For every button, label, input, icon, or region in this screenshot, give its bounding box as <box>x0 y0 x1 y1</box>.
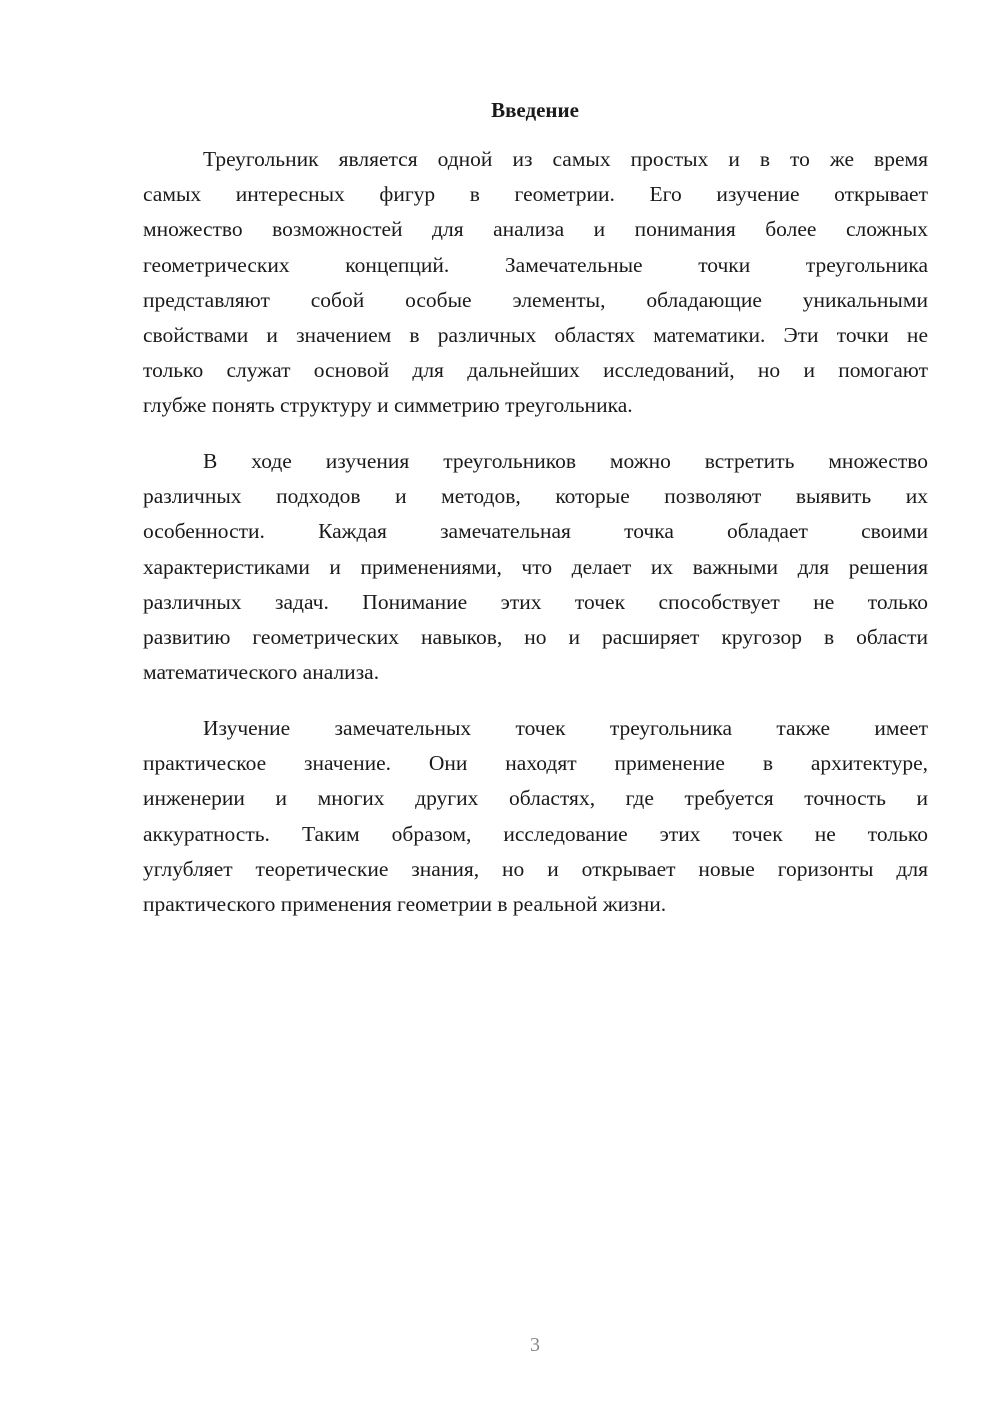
text-line: Треугольник является одной из самых простых и в то же время <box>203 147 928 171</box>
text-line: практическое значение. Они находят применение в архитектуре, <box>143 751 928 776</box>
text-line: различных задач. Понимание этих точек способствует не только <box>143 589 928 614</box>
text-line: представляют собой особые элементы, обладающие уникальными <box>143 287 928 312</box>
text-line: В ходе изучения треугольников можно встретить множество <box>203 449 928 473</box>
text-line: инженерии и многих других областях, где требуется точность и <box>143 786 928 811</box>
text-line: свойствами и значением в различных областях математики. Эти точки не <box>143 322 928 347</box>
text-line: различных подходов и методов, которые позволяют выявить их <box>143 484 928 509</box>
text-line: только служат основой для дальнейших исследований, но и помогают <box>143 358 928 383</box>
text-line: самых интересных фигур в геометрии. Его изучение открывает <box>143 182 928 207</box>
text-line: Изучение замечательных точек треугольника также имеет <box>203 716 928 740</box>
text-line: особенности. Каждая замечательная точка обладает своими <box>143 519 928 544</box>
section-heading: Введение <box>491 98 579 122</box>
paragraph-2 <box>143 444 928 690</box>
text-line: аккуратность. Таким образом, исследование этих точек не только <box>143 821 928 846</box>
text-line: углубляет теоретические знания, но и открывает новые горизонты для <box>143 856 928 881</box>
text-line: развитию геометрических навыков, но и расширяет кругозор в области <box>143 624 928 649</box>
paragraph-1 <box>143 142 928 424</box>
text-line: геометрических концепций. Замечательные точки треугольника <box>143 252 928 277</box>
page-number: 3 <box>530 1334 540 1356</box>
text-line: множество возможностей для анализа и понимания более сложных <box>143 217 928 242</box>
text-line: математического анализа. <box>143 660 380 685</box>
text-line: практического применения геометрии в реальной жизни. <box>143 891 667 916</box>
text-line: характеристиками и применениями, что делает их важными для решения <box>143 554 928 579</box>
paragraph-3 <box>143 711 928 922</box>
text-line: глубже понять структуру и симметрию треугольника. <box>143 393 633 418</box>
